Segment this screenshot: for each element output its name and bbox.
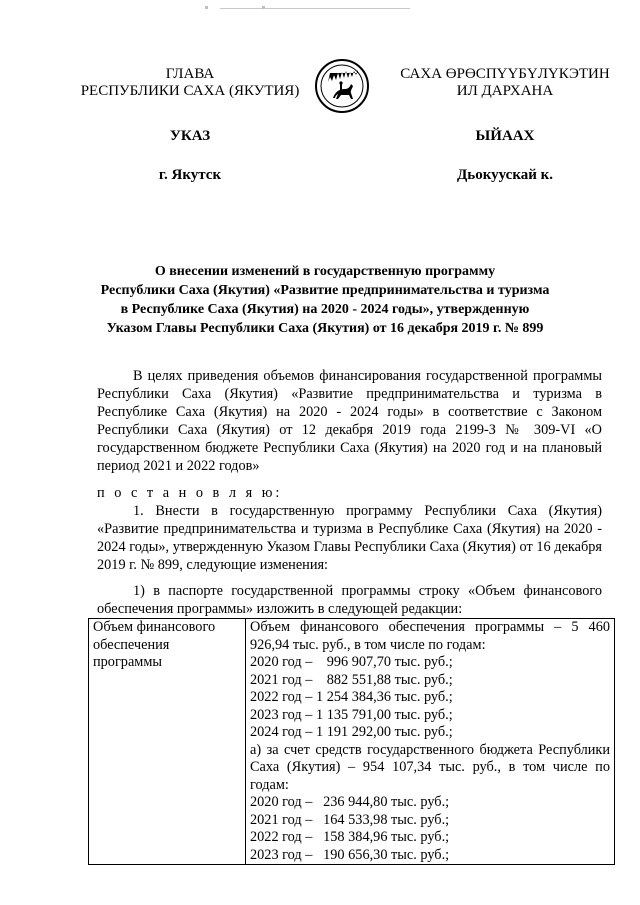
decree-word: п о с т а н о в л я ю: [97, 485, 283, 501]
year-line: 2022 год – 1 254 384,36 тыс. руб.; [250, 689, 453, 705]
doc-type-right: ЫЙААХ [475, 128, 535, 144]
year-line: 2021 год – 882 551,88 тыс. руб.; [250, 671, 453, 688]
title-line: О внесении изменений в государственную программу [154, 264, 496, 279]
scan-top-line [220, 8, 410, 9]
header-left-title: ГЛАВА [165, 66, 215, 82]
year-line: 2020 год – 236 944,80 тыс. руб.; [250, 794, 450, 810]
year-line: 2023 год – 1 135 791,00 тыс. руб.; [250, 706, 453, 723]
year-line: 2021 год – 164 533,98 тыс. руб.; [250, 811, 450, 828]
table-row [89, 619, 615, 865]
header-right-title: САХА ӨРӨСПҮҮБҮЛҮКЭТИН [400, 66, 610, 82]
year-line: 2023 год – 190 656,30 тыс. руб.; [250, 846, 450, 863]
header-right-block [385, 66, 625, 184]
state-budget-financing: а) за счет средств государственного бюджета Республики Саха (Якутия) – 954 107,34 тыс. руб., в том числе по годам: [250, 741, 610, 793]
total-financing: Объем финансового обеспечения программы – 5 460 926,94 тыс. руб., в том числе по годам: [250, 619, 610, 653]
title-line: Указом Главы Республики Саха (Якутия) от 16 декабря 2019 г. № 899 [106, 321, 544, 336]
scan-artifact-dot [205, 6, 208, 9]
scan-artifact-dot [262, 6, 265, 9]
table-value-cell [246, 619, 615, 865]
body-paragraph-item-1: 1. Внести в государственную программу Республики Саха (Якутия) «Развитие предпринимательства и туризма в Республике Саха (Якутия) на 2020 - 2024 годы», утвержденную Указом Главы Республики Саха (Якутия) от 16 декабря 2019 г. № 899, следующие изменения: [97, 503, 602, 573]
city-left: г. Якутск [158, 167, 222, 183]
document-title [90, 262, 560, 338]
table-label-cell: Объем финансового обеспечения программы [89, 619, 246, 865]
financing-table [88, 618, 615, 865]
header-left-block [70, 66, 310, 184]
year-line: 2020 год – 996 907,70 тыс. руб.; [250, 654, 453, 670]
body-paragraph-preamble: В целях приведения объемов финансирования государственной программы Республики Саха (Якутия) «Развитие предпринимательства и туризма в Республике Саха (Якутия) на 2020 - 2024 годы» в соответствие с Законом Республики Саха (Якутия) от 12 декабря 2019 года 2199-З № 309-VI «О государственном бюджете Республики Саха (Якутия) на 2020 год и на плановый период 2021 и 2022 годов» [97, 368, 602, 474]
year-line: 2024 год – 1 191 292,00 тыс. руб.; [250, 724, 453, 740]
body-paragraph-item-1-1: 1) в паспорте государственной программы строку «Объем финансового обеспечения программы» изложить в следующей редакции: [97, 583, 602, 617]
city-right: Дьокуускай к. [456, 167, 554, 183]
title-line: в Республике Саха (Якутия) на 2020 - 2024 годы», утвержденную [120, 302, 530, 317]
header-right-subtitle: ИЛ ДАРХАНА [456, 83, 554, 99]
doc-type-left: УКАЗ [169, 128, 211, 144]
title-line: Республики Саха (Якутия) «Развитие предпринимательства и туризма [100, 283, 550, 298]
year-line: 2022 год – 158 384,96 тыс. руб.; [250, 829, 450, 845]
coat-of-arms-icon [314, 58, 370, 114]
header-left-subtitle: РЕСПУБЛИКИ САХА (ЯКУТИЯ) [80, 83, 300, 99]
